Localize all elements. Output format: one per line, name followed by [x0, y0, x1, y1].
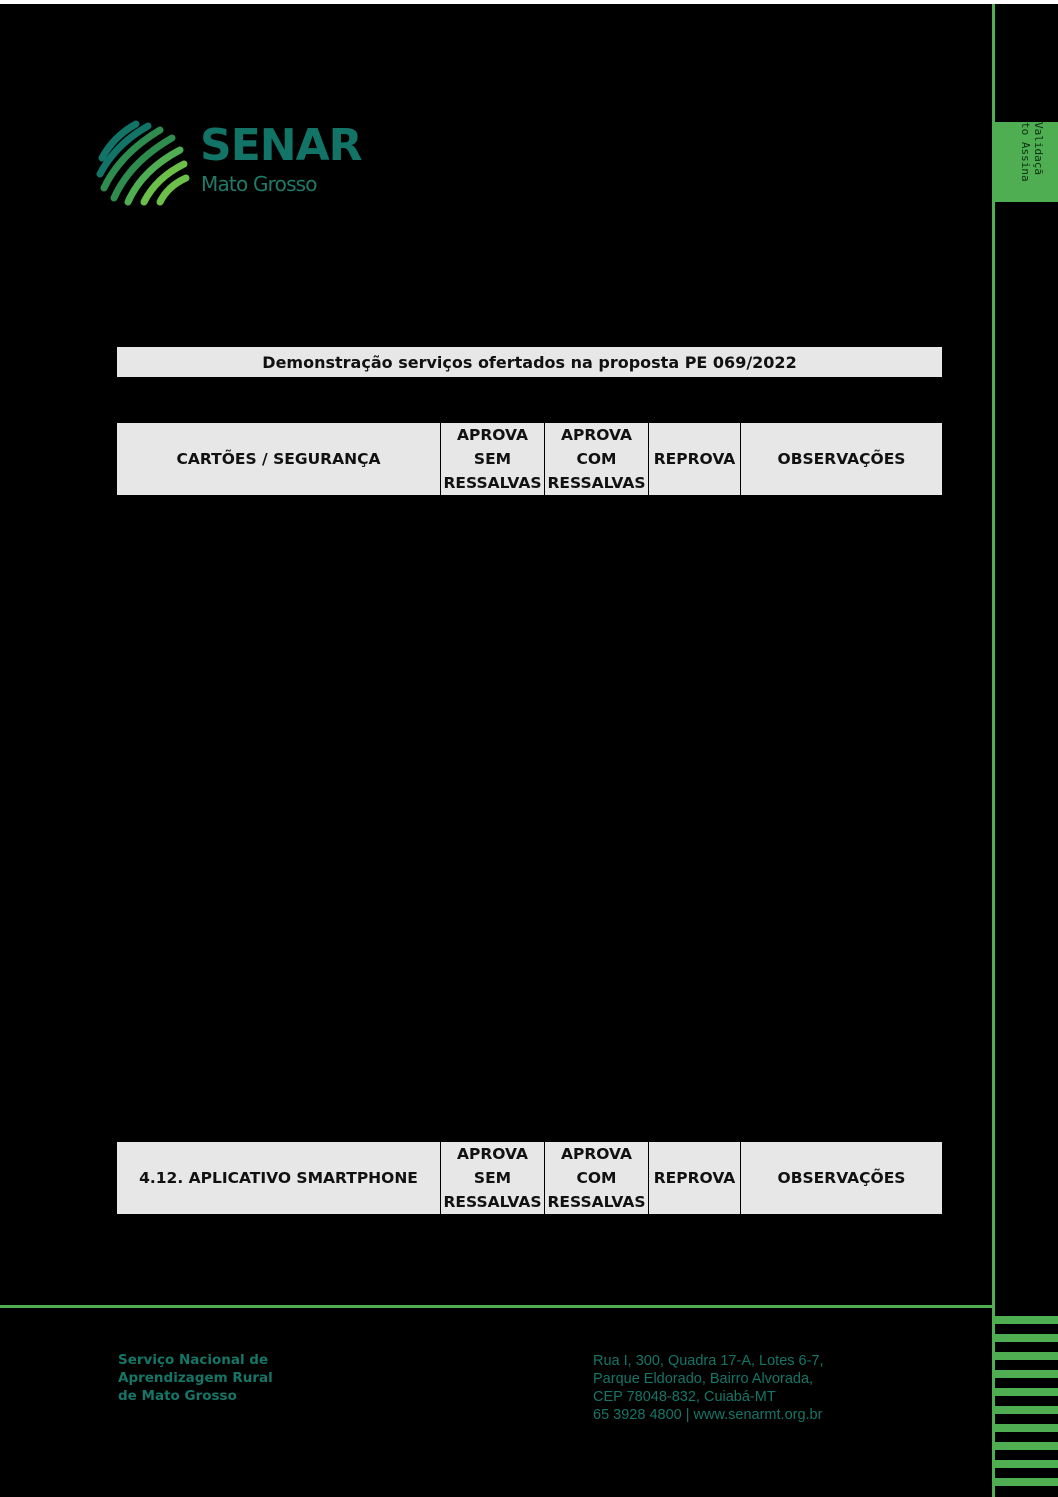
section-header: CARTÕES / SEGURANÇA [117, 423, 441, 495]
section-header: 4.12. APLICATIVO SMARTPHONE [117, 1142, 441, 1214]
footer-org-line: Aprendizagem Rural [118, 1370, 273, 1386]
observations-header: OBSERVAÇÕES [777, 1169, 906, 1187]
document-title: Demonstração serviços ofertados na proposta PE 069/2022 [117, 347, 942, 377]
footer-contact-line: 65 3928 4800 | www.senarmt.org.br [593, 1407, 823, 1423]
approve-with-reservations-header: APROVA COM RESSALVAS [545, 1142, 649, 1214]
footer-address-line: Rua I, 300, Quadra 17-A, Lotes 6-7, [593, 1353, 824, 1369]
approve-without-reservations-header: APROVA SEM RESSALVAS [441, 1142, 545, 1214]
footer-org-line: de Mato Grosso [118, 1388, 237, 1404]
footer-address-line: Parque Eldorado, Bairro Alvorada, [593, 1371, 814, 1387]
approve-without-reservations-header: APROVA SEM RESSALVAS [441, 423, 545, 495]
footer-org-line: Serviço Nacional de [118, 1352, 269, 1368]
evaluation-table-header [117, 1142, 942, 1214]
footer-divider-line [0, 1305, 994, 1308]
footer-address [593, 1352, 824, 1424]
observations-header: OBSERVAÇÕES [777, 450, 906, 468]
validation-stamp [995, 122, 1058, 202]
logo-title: SENAR [200, 120, 362, 171]
decorative-stripes [995, 1316, 1058, 1497]
footer-organization [118, 1351, 273, 1405]
reject-header: REPROVA [649, 1142, 741, 1214]
approve-with-reservations-header: APROVA COM RESSALVAS [545, 423, 649, 495]
stamp-line-2: to Assina [1019, 122, 1032, 182]
reject-header: REPROVA [649, 423, 741, 495]
validation-stamp-text [1019, 122, 1045, 182]
stamp-line-1: Validaçã [1032, 122, 1045, 175]
footer-address-line: CEP 78048-832, Cuiabá-MT [593, 1389, 776, 1405]
top-edge [0, 0, 1058, 4]
evaluation-table-header [117, 423, 942, 495]
logo-subtitle: Mato Grosso [201, 172, 317, 196]
vertical-border-line [992, 4, 995, 1497]
